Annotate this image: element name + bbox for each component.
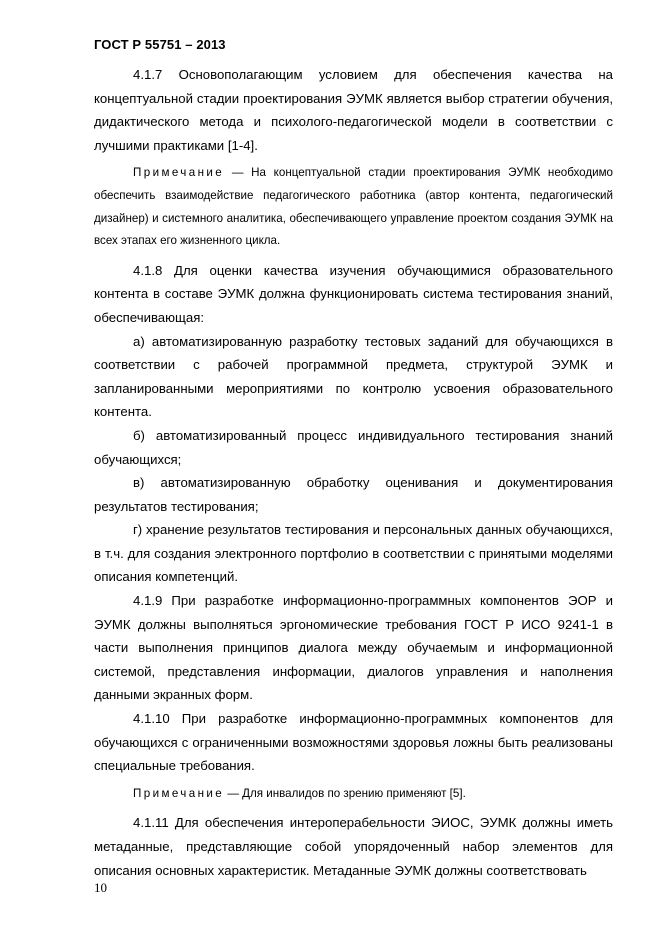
body-text: [94, 63, 613, 882]
paragraph-4-1-11: 4.1.11 Для обеспечения интероперабельности ЭИОС, ЭУМК должны иметь метаданные, представляющие собой упорядоченный набор элементов для описания основных характеристик. Метаданные ЭУМК должны соответствовать: [94, 815, 613, 878]
note-text: — Для инвалидов по зрению применяют [5].: [224, 786, 466, 800]
note-label: Примечание: [133, 786, 225, 800]
note-text: — На концептуальной стадии проектирования ЭУМК необходимо обеспечить взаимодействие педагогического работника (автор контента, педагогический дизайнер) и системного аналитика, обеспечивающего управление проектом создания ЭУМК на всех этапах его жизненного цикла.: [94, 166, 613, 248]
list-item-v: в) автоматизированную обработку оценивания и документирования результатов тестирования;: [94, 475, 613, 514]
list-item-b: б) автоматизированный процесс индивидуального тестирования знаний обучающихся;: [94, 427, 613, 467]
note-label: Примечание: [133, 166, 225, 180]
paragraph-4-1-8: 4.1.8 Для оценки качества изучения обучающимися образовательного контента в составе ЭУМК должна функционировать система тестирования знаний, обеспечивающая:: [94, 262, 613, 325]
paragraph-4-1-7: 4.1.7 Основополагающим условием для обеспечения качества на концептуальной стадии проектирования ЭУМК является выбор стратегии обучения, дидактического метода и психолого-педагогической модели в соответствии с лучшими практиками [1-4].: [94, 67, 613, 153]
note-visually-impaired: [94, 783, 613, 806]
standard-id-header: ГОСТ Р 55751 – 2013: [94, 37, 226, 52]
list-item-g: г) хранение результатов тестирования и персональных данных обучающихся, в т.ч. для создания электронного портфолио в соответствии с принятыми моделями описания компетенций.: [94, 522, 613, 585]
list-item-a: а) автоматизированную разработку тестовых заданий для обучающихся в соответствии с рабочей программной предмета, структурой ЭУМК и запланированными мероприятиями по контролю усвоения образовательного контента.: [94, 333, 613, 420]
note-concept-stage: [94, 162, 613, 252]
page-number: 10: [94, 880, 107, 895]
paragraph-4-1-9: 4.1.9 При разработке информационно-программных компонентов ЭОР и ЭУМК должны выполняться эргономические требования ГОСТ Р ИСО 9241-1 в части выполнения принципов диалога между обучаемым и информационной системой, представления информации, диалогов управления и наполнения данными экранных форм.: [94, 593, 613, 703]
paragraph-4-1-10: 4.1.10 При разработке информационно-программных компонентов для обучающихся с ограниченными возможностями здоровья ложны быть реализованы специальные требования.: [94, 711, 613, 774]
